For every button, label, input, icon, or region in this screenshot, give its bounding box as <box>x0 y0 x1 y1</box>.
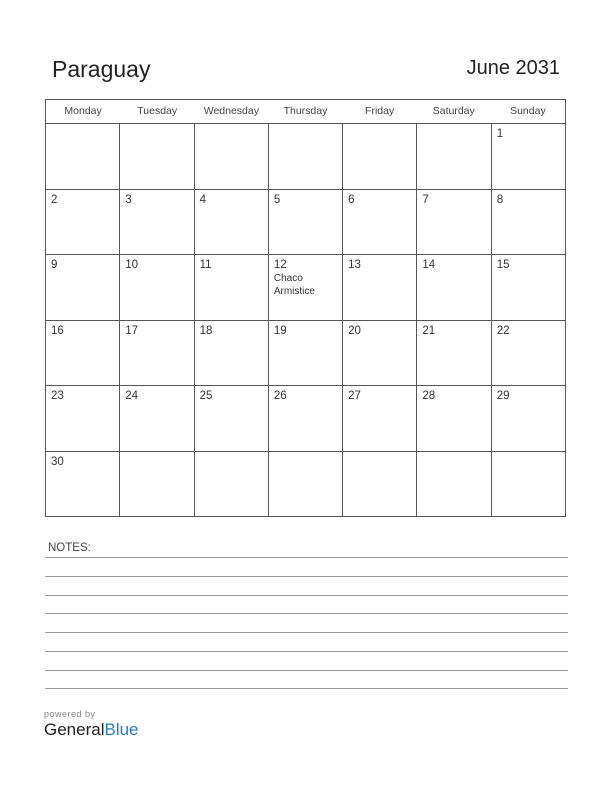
week-row <box>46 452 565 518</box>
day-cell <box>46 124 120 189</box>
day-number: 14 <box>422 259 436 271</box>
day-number: 20 <box>348 324 361 337</box>
day-cell <box>269 452 343 518</box>
day-number: 8 <box>496 193 504 206</box>
day-number: 7 <box>422 193 429 206</box>
day-cell <box>492 321 565 386</box>
weekday-header: Tuesday <box>137 105 178 117</box>
powered-by-text: powered by <box>44 709 96 719</box>
note-line <box>45 688 568 689</box>
day-cell <box>343 124 417 189</box>
day-number: 2 <box>51 193 58 206</box>
note-line <box>45 613 568 614</box>
day-number: 29 <box>496 390 510 402</box>
day-cell <box>269 190 343 255</box>
weekday-header-row <box>46 100 565 124</box>
month-title: June 2031 <box>466 57 560 79</box>
day-number: 3 <box>125 193 132 206</box>
day-cell <box>46 255 120 320</box>
note-line <box>45 576 568 577</box>
day-number: 6 <box>348 193 355 206</box>
notes-label: NOTES: <box>48 542 91 554</box>
day-cell <box>492 124 565 189</box>
day-number: 13 <box>348 259 361 271</box>
week-row <box>46 386 565 452</box>
note-line <box>45 595 568 596</box>
day-cell <box>195 321 269 386</box>
week-row <box>46 321 565 387</box>
day-cell <box>195 190 269 255</box>
calendar-grid <box>45 99 566 517</box>
weekday-header: Friday <box>365 105 395 117</box>
logo-general: General <box>44 720 105 739</box>
day-cell <box>492 386 565 451</box>
day-cell <box>343 321 417 386</box>
day-cell <box>269 124 343 189</box>
day-number: 10 <box>125 259 139 271</box>
day-cell <box>492 255 565 320</box>
day-cell <box>492 190 565 255</box>
day-cell <box>417 124 491 189</box>
day-cell <box>269 386 343 451</box>
day-number: 1 <box>496 128 504 140</box>
day-cell <box>195 452 269 518</box>
day-number: 9 <box>51 259 58 271</box>
day-cell <box>343 452 417 518</box>
day-cell <box>120 452 194 518</box>
day-cell <box>417 386 491 451</box>
day-number: 11 <box>199 259 212 271</box>
day-cell <box>46 190 120 255</box>
day-number: 30 <box>51 455 64 468</box>
day-cell <box>417 321 491 386</box>
day-cell <box>195 386 269 451</box>
day-number: 27 <box>348 390 361 402</box>
day-number: 25 <box>199 390 213 402</box>
day-number: 24 <box>125 390 139 402</box>
day-number: 17 <box>125 324 139 337</box>
day-cell <box>120 255 194 320</box>
day-cell <box>195 124 269 189</box>
note-line <box>45 557 568 558</box>
country-title: Paraguay <box>52 56 151 82</box>
day-number: 28 <box>422 390 436 402</box>
day-cell <box>343 190 417 255</box>
day-cell <box>492 452 565 518</box>
day-number: 5 <box>273 193 281 206</box>
day-number: 23 <box>51 390 64 402</box>
day-cell <box>417 255 491 320</box>
week-row <box>46 190 565 256</box>
day-number: 15 <box>496 259 510 271</box>
weekday-header: Thursday <box>283 105 328 117</box>
note-line <box>45 632 568 633</box>
day-cell <box>269 255 343 320</box>
day-cell <box>269 321 343 386</box>
brand-footer <box>44 709 139 740</box>
day-number: 21 <box>422 324 436 337</box>
day-cell <box>46 321 120 386</box>
weekday-header: Saturday <box>432 105 475 117</box>
day-number: 4 <box>199 193 206 206</box>
note-line <box>45 651 568 652</box>
day-number: 22 <box>496 324 510 337</box>
day-cell <box>195 255 269 320</box>
day-cell <box>343 386 417 451</box>
day-number: 18 <box>199 324 213 337</box>
day-cell <box>120 124 194 189</box>
day-number: 12 <box>273 259 287 271</box>
day-number: 26 <box>273 390 287 402</box>
generalblue-logo[interactable] <box>44 720 139 740</box>
logo-blue: Blue <box>104 720 139 739</box>
day-cell <box>417 452 491 518</box>
day-cell <box>120 190 194 255</box>
holiday-label: Chaco Armistice <box>273 273 315 297</box>
weekday-header: Sunday <box>510 105 546 117</box>
day-cell <box>46 452 120 518</box>
week-row <box>46 124 565 190</box>
day-cell <box>120 321 194 386</box>
note-line <box>45 670 568 671</box>
weekday-header: Monday <box>64 105 102 117</box>
day-cell <box>120 386 194 451</box>
day-cell <box>343 255 417 320</box>
day-cell <box>417 190 491 255</box>
week-row <box>46 255 565 321</box>
day-number: 19 <box>273 324 287 337</box>
day-cell <box>46 386 120 451</box>
day-number: 16 <box>51 324 64 337</box>
weekday-header: Wednesday <box>203 105 259 117</box>
